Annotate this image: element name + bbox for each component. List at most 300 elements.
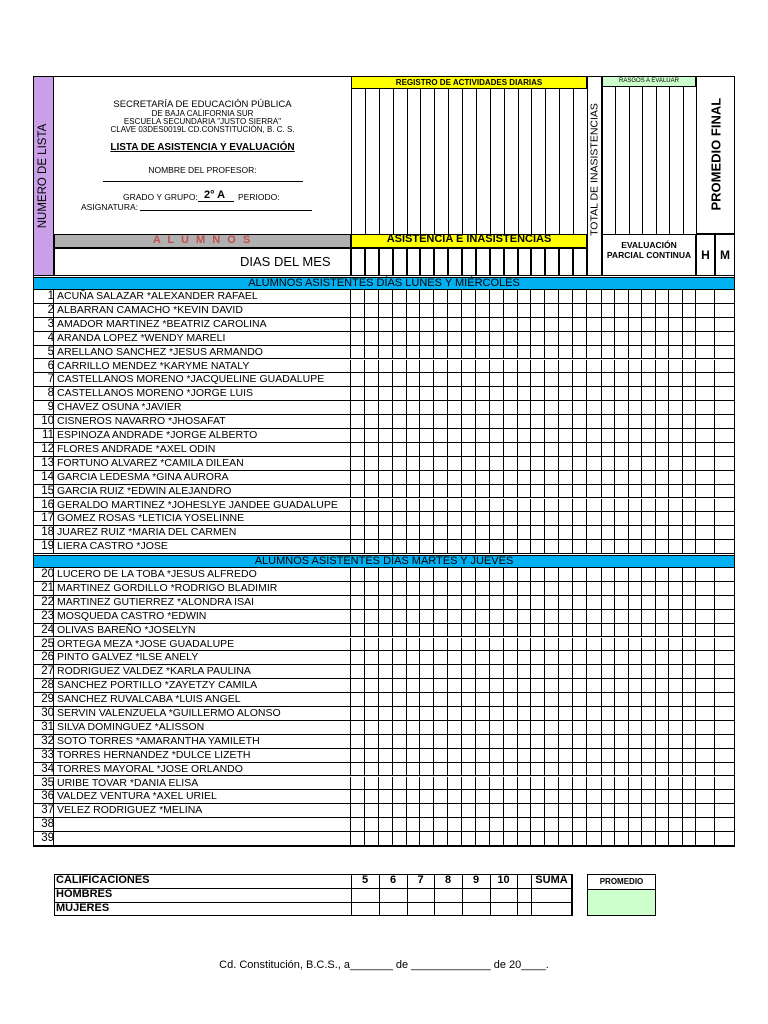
attendance-cell[interactable]	[462, 832, 476, 846]
attendance-cell[interactable]	[518, 401, 532, 415]
attendance-cell[interactable]	[490, 832, 504, 846]
total-inasistencias-cell[interactable]	[587, 790, 602, 804]
attendance-cell[interactable]	[573, 568, 587, 582]
attendance-cell[interactable]	[393, 401, 407, 415]
total-inasistencias-cell[interactable]	[587, 401, 602, 415]
attendance-cell[interactable]	[545, 471, 559, 485]
attendance-cell[interactable]	[407, 499, 421, 513]
attendance-cell[interactable]	[504, 568, 518, 582]
attendance-cell[interactable]	[448, 485, 462, 499]
attendance-cell[interactable]	[407, 373, 421, 387]
attendance-cell[interactable]	[476, 610, 490, 624]
attendance-cell[interactable]	[365, 679, 379, 693]
evaluacion-cell[interactable]	[656, 318, 669, 332]
attendance-cell[interactable]	[434, 568, 448, 582]
attendance-cell[interactable]	[573, 804, 587, 818]
attendance-cell[interactable]	[365, 290, 379, 304]
attendance-cell[interactable]	[379, 360, 393, 374]
attendance-cell[interactable]	[462, 540, 476, 554]
evaluacion-cell[interactable]	[629, 679, 642, 693]
attendance-cell[interactable]	[559, 777, 573, 791]
attendance-cell[interactable]	[504, 665, 518, 679]
grade-count-cell[interactable]	[351, 888, 379, 902]
attendance-cell[interactable]	[393, 610, 407, 624]
attendance-cell[interactable]	[393, 429, 407, 443]
total-inasistencias-cell[interactable]	[587, 485, 602, 499]
evaluacion-cell[interactable]	[656, 304, 669, 318]
attendance-cell[interactable]	[365, 568, 379, 582]
evaluacion-cell[interactable]	[683, 526, 696, 540]
attendance-cell[interactable]	[351, 679, 365, 693]
attendance-cell[interactable]	[407, 582, 421, 596]
attendance-cell[interactable]	[407, 429, 421, 443]
attendance-cell[interactable]	[393, 540, 407, 554]
attendance-cell[interactable]	[434, 429, 448, 443]
attendance-cell[interactable]	[573, 290, 587, 304]
attendance-cell[interactable]	[573, 373, 587, 387]
evaluacion-cell[interactable]	[615, 318, 628, 332]
attendance-cell[interactable]	[407, 360, 421, 374]
attendance-cell[interactable]	[448, 373, 462, 387]
evaluacion-cell[interactable]	[602, 818, 615, 832]
dias-mes-cell-day[interactable]	[434, 248, 448, 276]
attendance-cell[interactable]	[573, 485, 587, 499]
evaluacion-cell[interactable]	[656, 401, 669, 415]
attendance-cell[interactable]	[462, 471, 476, 485]
evaluacion-cell[interactable]	[642, 749, 655, 763]
attendance-cell[interactable]	[518, 596, 532, 610]
evaluacion-cell[interactable]	[669, 346, 682, 360]
m-cell-row[interactable]	[715, 346, 735, 360]
attendance-cell[interactable]	[407, 290, 421, 304]
attendance-cell[interactable]	[545, 401, 559, 415]
attendance-cell[interactable]	[531, 749, 545, 763]
suma-cell[interactable]	[531, 902, 572, 916]
evaluacion-cell[interactable]	[615, 582, 628, 596]
evaluacion-cell[interactable]	[602, 373, 615, 387]
grade-count-cell[interactable]	[379, 888, 407, 902]
attendance-cell[interactable]	[490, 499, 504, 513]
professor-line[interactable]	[103, 181, 303, 182]
attendance-cell[interactable]	[490, 429, 504, 443]
attendance-cell[interactable]	[462, 457, 476, 471]
m-cell-row[interactable]	[715, 790, 735, 804]
attendance-cell[interactable]	[531, 777, 545, 791]
attendance-cell[interactable]	[393, 721, 407, 735]
attendance-cell[interactable]	[407, 804, 421, 818]
attendance-cell[interactable]	[351, 624, 365, 638]
attendance-cell[interactable]	[462, 568, 476, 582]
evaluacion-cell[interactable]	[629, 624, 642, 638]
attendance-cell[interactable]	[531, 693, 545, 707]
attendance-cell[interactable]	[448, 401, 462, 415]
attendance-cell[interactable]	[420, 624, 434, 638]
attendance-cell[interactable]	[379, 526, 393, 540]
evaluacion-cell[interactable]	[629, 665, 642, 679]
attendance-cell[interactable]	[434, 735, 448, 749]
attendance-cell[interactable]	[518, 346, 532, 360]
evaluacion-cell[interactable]	[642, 707, 655, 721]
dias-mes-cell-day[interactable]	[351, 248, 365, 276]
evaluacion-cell[interactable]	[642, 387, 655, 401]
evaluacion-cell[interactable]	[656, 790, 669, 804]
attendance-cell[interactable]	[545, 749, 559, 763]
attendance-cell[interactable]	[462, 790, 476, 804]
attendance-cell[interactable]	[448, 651, 462, 665]
attendance-cell[interactable]	[448, 499, 462, 513]
attendance-cell[interactable]	[407, 832, 421, 846]
h-cell-row[interactable]	[696, 540, 715, 554]
attendance-cell[interactable]	[379, 568, 393, 582]
attendance-cell[interactable]	[545, 499, 559, 513]
attendance-cell[interactable]	[476, 651, 490, 665]
total-inasistencias-cell[interactable]	[587, 457, 602, 471]
attendance-cell[interactable]	[462, 332, 476, 346]
attendance-cell[interactable]	[351, 457, 365, 471]
attendance-cell[interactable]	[407, 304, 421, 318]
evaluacion-cell[interactable]	[642, 665, 655, 679]
evaluacion-cell[interactable]	[656, 457, 669, 471]
attendance-cell[interactable]	[504, 415, 518, 429]
attendance-cell[interactable]	[518, 749, 532, 763]
attendance-cell[interactable]	[379, 512, 393, 526]
attendance-cell[interactable]	[559, 415, 573, 429]
total-inasistencias-cell[interactable]	[587, 429, 602, 443]
attendance-cell[interactable]	[504, 790, 518, 804]
evaluacion-cell[interactable]	[629, 540, 642, 554]
attendance-cell[interactable]	[420, 749, 434, 763]
attendance-cell[interactable]	[490, 582, 504, 596]
attendance-cell[interactable]	[504, 499, 518, 513]
evaluacion-cell[interactable]	[683, 707, 696, 721]
grade-count-cell[interactable]	[490, 902, 517, 916]
evaluacion-cell[interactable]	[656, 429, 669, 443]
attendance-cell[interactable]	[559, 373, 573, 387]
attendance-cell[interactable]	[420, 401, 434, 415]
attendance-cell[interactable]	[379, 443, 393, 457]
attendance-cell[interactable]	[448, 818, 462, 832]
attendance-cell[interactable]	[462, 818, 476, 832]
attendance-cell[interactable]	[531, 804, 545, 818]
attendance-cell[interactable]	[504, 304, 518, 318]
total-inasistencias-cell[interactable]	[587, 638, 602, 652]
m-cell-row[interactable]	[715, 526, 735, 540]
m-cell-row[interactable]	[715, 638, 735, 652]
m-cell-row[interactable]	[715, 332, 735, 346]
attendance-cell[interactable]	[434, 360, 448, 374]
attendance-cell[interactable]	[448, 387, 462, 401]
attendance-cell[interactable]	[420, 638, 434, 652]
attendance-cell[interactable]	[434, 401, 448, 415]
h-cell-row[interactable]	[696, 360, 715, 374]
attendance-cell[interactable]	[518, 457, 532, 471]
attendance-cell[interactable]	[365, 360, 379, 374]
attendance-cell[interactable]	[420, 665, 434, 679]
evaluacion-cell[interactable]	[629, 582, 642, 596]
m-cell-row[interactable]	[715, 415, 735, 429]
attendance-cell[interactable]	[448, 790, 462, 804]
attendance-cell[interactable]	[365, 596, 379, 610]
attendance-cell[interactable]	[351, 429, 365, 443]
attendance-cell[interactable]	[518, 804, 532, 818]
attendance-cell[interactable]	[379, 804, 393, 818]
attendance-cell[interactable]	[490, 763, 504, 777]
attendance-cell[interactable]	[476, 401, 490, 415]
evaluacion-cell[interactable]	[642, 582, 655, 596]
m-cell-row[interactable]	[715, 804, 735, 818]
attendance-cell[interactable]	[573, 512, 587, 526]
evaluacion-cell[interactable]	[629, 651, 642, 665]
attendance-cell[interactable]	[462, 638, 476, 652]
evaluacion-cell[interactable]	[683, 304, 696, 318]
attendance-cell[interactable]	[365, 749, 379, 763]
attendance-cell[interactable]	[351, 749, 365, 763]
attendance-cell[interactable]	[504, 610, 518, 624]
attendance-cell[interactable]	[531, 526, 545, 540]
attendance-cell[interactable]	[462, 624, 476, 638]
attendance-cell[interactable]	[490, 360, 504, 374]
m-cell-row[interactable]	[715, 721, 735, 735]
evaluacion-cell[interactable]	[683, 804, 696, 818]
attendance-cell[interactable]	[462, 360, 476, 374]
evaluacion-cell[interactable]	[683, 596, 696, 610]
attendance-cell[interactable]	[476, 596, 490, 610]
attendance-cell[interactable]	[518, 485, 532, 499]
attendance-cell[interactable]	[379, 332, 393, 346]
attendance-cell[interactable]	[407, 471, 421, 485]
evaluacion-cell[interactable]	[602, 749, 615, 763]
evaluacion-cell[interactable]	[669, 568, 682, 582]
evaluacion-cell[interactable]	[602, 763, 615, 777]
attendance-cell[interactable]	[420, 582, 434, 596]
evaluacion-cell[interactable]	[669, 638, 682, 652]
m-cell-row[interactable]	[715, 777, 735, 791]
attendance-cell[interactable]	[545, 526, 559, 540]
m-cell-row[interactable]	[715, 735, 735, 749]
attendance-cell[interactable]	[504, 526, 518, 540]
attendance-cell[interactable]	[573, 415, 587, 429]
evaluacion-cell[interactable]	[642, 735, 655, 749]
attendance-cell[interactable]	[434, 693, 448, 707]
attendance-cell[interactable]	[434, 457, 448, 471]
attendance-cell[interactable]	[573, 610, 587, 624]
attendance-cell[interactable]	[476, 373, 490, 387]
attendance-cell[interactable]	[351, 568, 365, 582]
evaluacion-cell[interactable]	[629, 401, 642, 415]
evaluacion-cell[interactable]	[629, 443, 642, 457]
attendance-cell[interactable]	[379, 624, 393, 638]
attendance-cell[interactable]	[490, 457, 504, 471]
dias-mes-cell-day[interactable]	[476, 248, 490, 276]
attendance-cell[interactable]	[490, 290, 504, 304]
attendance-cell[interactable]	[448, 596, 462, 610]
evaluacion-cell[interactable]	[602, 624, 615, 638]
attendance-cell[interactable]	[531, 360, 545, 374]
attendance-cell[interactable]	[434, 540, 448, 554]
attendance-cell[interactable]	[545, 429, 559, 443]
evaluacion-cell[interactable]	[669, 415, 682, 429]
evaluacion-cell[interactable]	[602, 485, 615, 499]
evaluacion-cell[interactable]	[656, 763, 669, 777]
attendance-cell[interactable]	[573, 582, 587, 596]
attendance-cell[interactable]	[351, 485, 365, 499]
attendance-cell[interactable]	[531, 540, 545, 554]
attendance-cell[interactable]	[518, 387, 532, 401]
attendance-cell[interactable]	[545, 304, 559, 318]
attendance-cell[interactable]	[420, 610, 434, 624]
attendance-cell[interactable]	[504, 777, 518, 791]
evaluacion-cell[interactable]	[615, 790, 628, 804]
attendance-cell[interactable]	[351, 638, 365, 652]
attendance-cell[interactable]	[490, 387, 504, 401]
evaluacion-cell[interactable]	[615, 485, 628, 499]
attendance-cell[interactable]	[379, 735, 393, 749]
attendance-cell[interactable]	[476, 638, 490, 652]
total-inasistencias-cell[interactable]	[587, 540, 602, 554]
evaluacion-cell[interactable]	[683, 457, 696, 471]
attendance-cell[interactable]	[573, 707, 587, 721]
evaluacion-cell[interactable]	[669, 540, 682, 554]
attendance-cell[interactable]	[476, 499, 490, 513]
attendance-cell[interactable]	[490, 665, 504, 679]
attendance-cell[interactable]	[573, 777, 587, 791]
attendance-cell[interactable]	[365, 763, 379, 777]
evaluacion-cell[interactable]	[642, 721, 655, 735]
attendance-cell[interactable]	[518, 471, 532, 485]
m-cell-row[interactable]	[715, 749, 735, 763]
evaluacion-cell[interactable]	[602, 304, 615, 318]
h-cell-row[interactable]	[696, 318, 715, 332]
attendance-cell[interactable]	[407, 610, 421, 624]
evaluacion-cell[interactable]	[642, 415, 655, 429]
attendance-cell[interactable]	[462, 651, 476, 665]
evaluacion-cell[interactable]	[615, 415, 628, 429]
attendance-cell[interactable]	[476, 540, 490, 554]
attendance-cell[interactable]	[407, 721, 421, 735]
attendance-cell[interactable]	[559, 582, 573, 596]
attendance-cell[interactable]	[462, 429, 476, 443]
evaluacion-cell[interactable]	[615, 665, 628, 679]
attendance-cell[interactable]	[393, 749, 407, 763]
evaluacion-cell[interactable]	[602, 610, 615, 624]
attendance-cell[interactable]	[545, 610, 559, 624]
evaluacion-cell[interactable]	[629, 373, 642, 387]
dias-mes-cell-day[interactable]	[407, 248, 421, 276]
evaluacion-cell[interactable]	[642, 679, 655, 693]
evaluacion-cell[interactable]	[615, 610, 628, 624]
attendance-cell[interactable]	[518, 332, 532, 346]
h-cell-row[interactable]	[696, 790, 715, 804]
attendance-cell[interactable]	[365, 346, 379, 360]
attendance-cell[interactable]	[518, 568, 532, 582]
attendance-cell[interactable]	[393, 499, 407, 513]
total-inasistencias-cell[interactable]	[587, 665, 602, 679]
attendance-cell[interactable]	[504, 485, 518, 499]
evaluacion-cell[interactable]	[683, 679, 696, 693]
attendance-cell[interactable]	[559, 721, 573, 735]
promedio-value-cell[interactable]	[587, 889, 656, 916]
attendance-cell[interactable]	[518, 360, 532, 374]
attendance-cell[interactable]	[490, 651, 504, 665]
attendance-cell[interactable]	[448, 360, 462, 374]
attendance-cell[interactable]	[531, 387, 545, 401]
dias-mes-cell-day[interactable]	[379, 248, 393, 276]
attendance-cell[interactable]	[351, 665, 365, 679]
evaluacion-cell[interactable]	[615, 651, 628, 665]
attendance-cell[interactable]	[407, 526, 421, 540]
attendance-cell[interactable]	[434, 443, 448, 457]
attendance-cell[interactable]	[518, 540, 532, 554]
attendance-cell[interactable]	[351, 596, 365, 610]
attendance-cell[interactable]	[559, 832, 573, 846]
attendance-cell[interactable]	[351, 304, 365, 318]
evaluacion-cell[interactable]	[656, 540, 669, 554]
attendance-cell[interactable]	[407, 777, 421, 791]
evaluacion-cell[interactable]	[669, 832, 682, 846]
evaluacion-cell[interactable]	[629, 804, 642, 818]
attendance-cell[interactable]	[504, 749, 518, 763]
attendance-cell[interactable]	[490, 610, 504, 624]
attendance-cell[interactable]	[462, 735, 476, 749]
attendance-cell[interactable]	[379, 457, 393, 471]
attendance-cell[interactable]	[476, 387, 490, 401]
attendance-cell[interactable]	[573, 596, 587, 610]
attendance-cell[interactable]	[407, 512, 421, 526]
evaluacion-cell[interactable]	[602, 679, 615, 693]
attendance-cell[interactable]	[490, 624, 504, 638]
attendance-cell[interactable]	[559, 763, 573, 777]
evaluacion-cell[interactable]	[656, 679, 669, 693]
attendance-cell[interactable]	[448, 735, 462, 749]
evaluacion-cell[interactable]	[629, 693, 642, 707]
evaluacion-cell[interactable]	[602, 804, 615, 818]
attendance-cell[interactable]	[545, 318, 559, 332]
grade-count-cell[interactable]	[434, 888, 462, 902]
attendance-cell[interactable]	[393, 471, 407, 485]
evaluacion-cell[interactable]	[642, 499, 655, 513]
attendance-cell[interactable]	[559, 512, 573, 526]
attendance-cell[interactable]	[420, 512, 434, 526]
attendance-cell[interactable]	[490, 707, 504, 721]
h-cell-row[interactable]	[696, 499, 715, 513]
evaluacion-cell[interactable]	[602, 429, 615, 443]
m-cell-row[interactable]	[715, 485, 735, 499]
evaluacion-cell[interactable]	[683, 512, 696, 526]
evaluacion-cell[interactable]	[656, 582, 669, 596]
attendance-cell[interactable]	[351, 721, 365, 735]
evaluacion-cell[interactable]	[629, 707, 642, 721]
total-inasistencias-cell[interactable]	[587, 332, 602, 346]
attendance-cell[interactable]	[504, 401, 518, 415]
total-inasistencias-cell[interactable]	[587, 471, 602, 485]
total-inasistencias-cell[interactable]	[587, 387, 602, 401]
h-cell-row[interactable]	[696, 485, 715, 499]
attendance-cell[interactable]	[559, 749, 573, 763]
attendance-cell[interactable]	[420, 679, 434, 693]
attendance-cell[interactable]	[379, 610, 393, 624]
attendance-cell[interactable]	[420, 457, 434, 471]
attendance-cell[interactable]	[476, 512, 490, 526]
total-inasistencias-cell[interactable]	[587, 360, 602, 374]
attendance-cell[interactable]	[379, 429, 393, 443]
attendance-cell[interactable]	[365, 624, 379, 638]
h-cell-row[interactable]	[696, 665, 715, 679]
evaluacion-cell[interactable]	[602, 596, 615, 610]
evaluacion-cell[interactable]	[669, 360, 682, 374]
evaluacion-cell[interactable]	[669, 401, 682, 415]
evaluacion-cell[interactable]	[669, 763, 682, 777]
evaluacion-cell[interactable]	[656, 651, 669, 665]
